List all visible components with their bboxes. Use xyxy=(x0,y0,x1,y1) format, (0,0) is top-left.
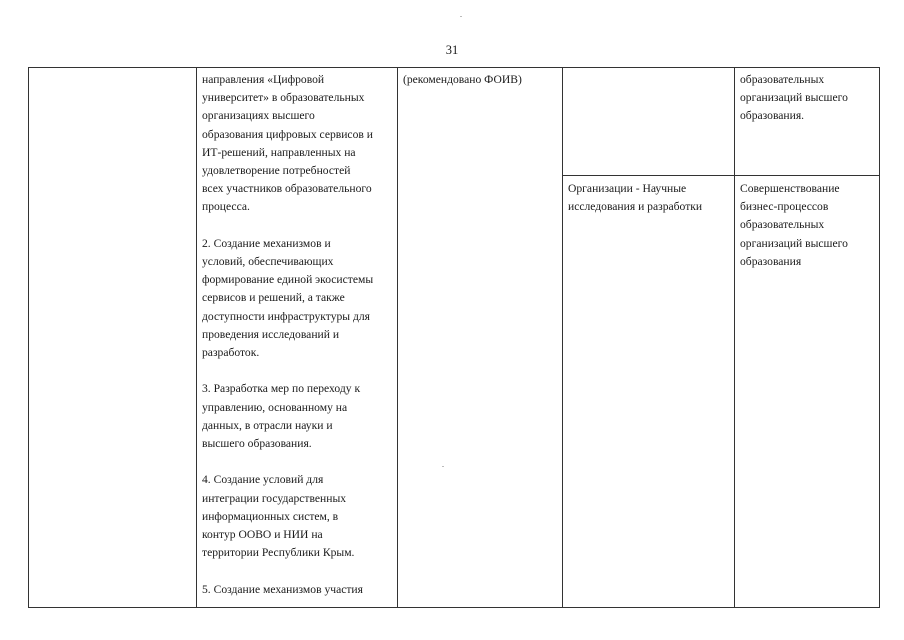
column-divider-1 xyxy=(196,68,197,607)
document-table xyxy=(28,67,880,608)
cell-col2-description: направления «Цифровой университет» в образовательных организациях высшего образования цифровых сервисов и ИТ-решений, направленных на удовлетворение потребностей всех участников образовательного процесса. 2. Создание механизмов и условий, обеспечивающих формирование единой экосистемы сервисов и решений, а также доступности инфраструктуры для проведения исследований и разработок. 3. Разработка мер по переходу к управлению, основанному на данных, в отрасли науки и высшего образования. 4. Создание условий для интеграции государственных информационных систем, в контур ООВО и НИИ на территории Республики Крым. 5. Создание механизмов участия xyxy=(202,73,374,596)
scan-speck xyxy=(460,16,462,17)
row-divider xyxy=(562,175,880,176)
scan-speck xyxy=(442,466,444,467)
column-divider-3 xyxy=(562,68,563,607)
page-number: 31 xyxy=(445,43,459,57)
cell-col5-row2-improvement: Совершенствование бизнес-процессов образовательных организаций высшего образования xyxy=(740,182,848,268)
cell-col4-row2-organizations: Организации - Научные исследования и разработки xyxy=(568,182,703,214)
column-divider-4 xyxy=(734,68,735,607)
cell-col3-recommended: (рекомендовано ФОИВ) xyxy=(403,73,522,86)
cell-col5-row1: образовательных организаций высшего образования. xyxy=(740,73,848,123)
